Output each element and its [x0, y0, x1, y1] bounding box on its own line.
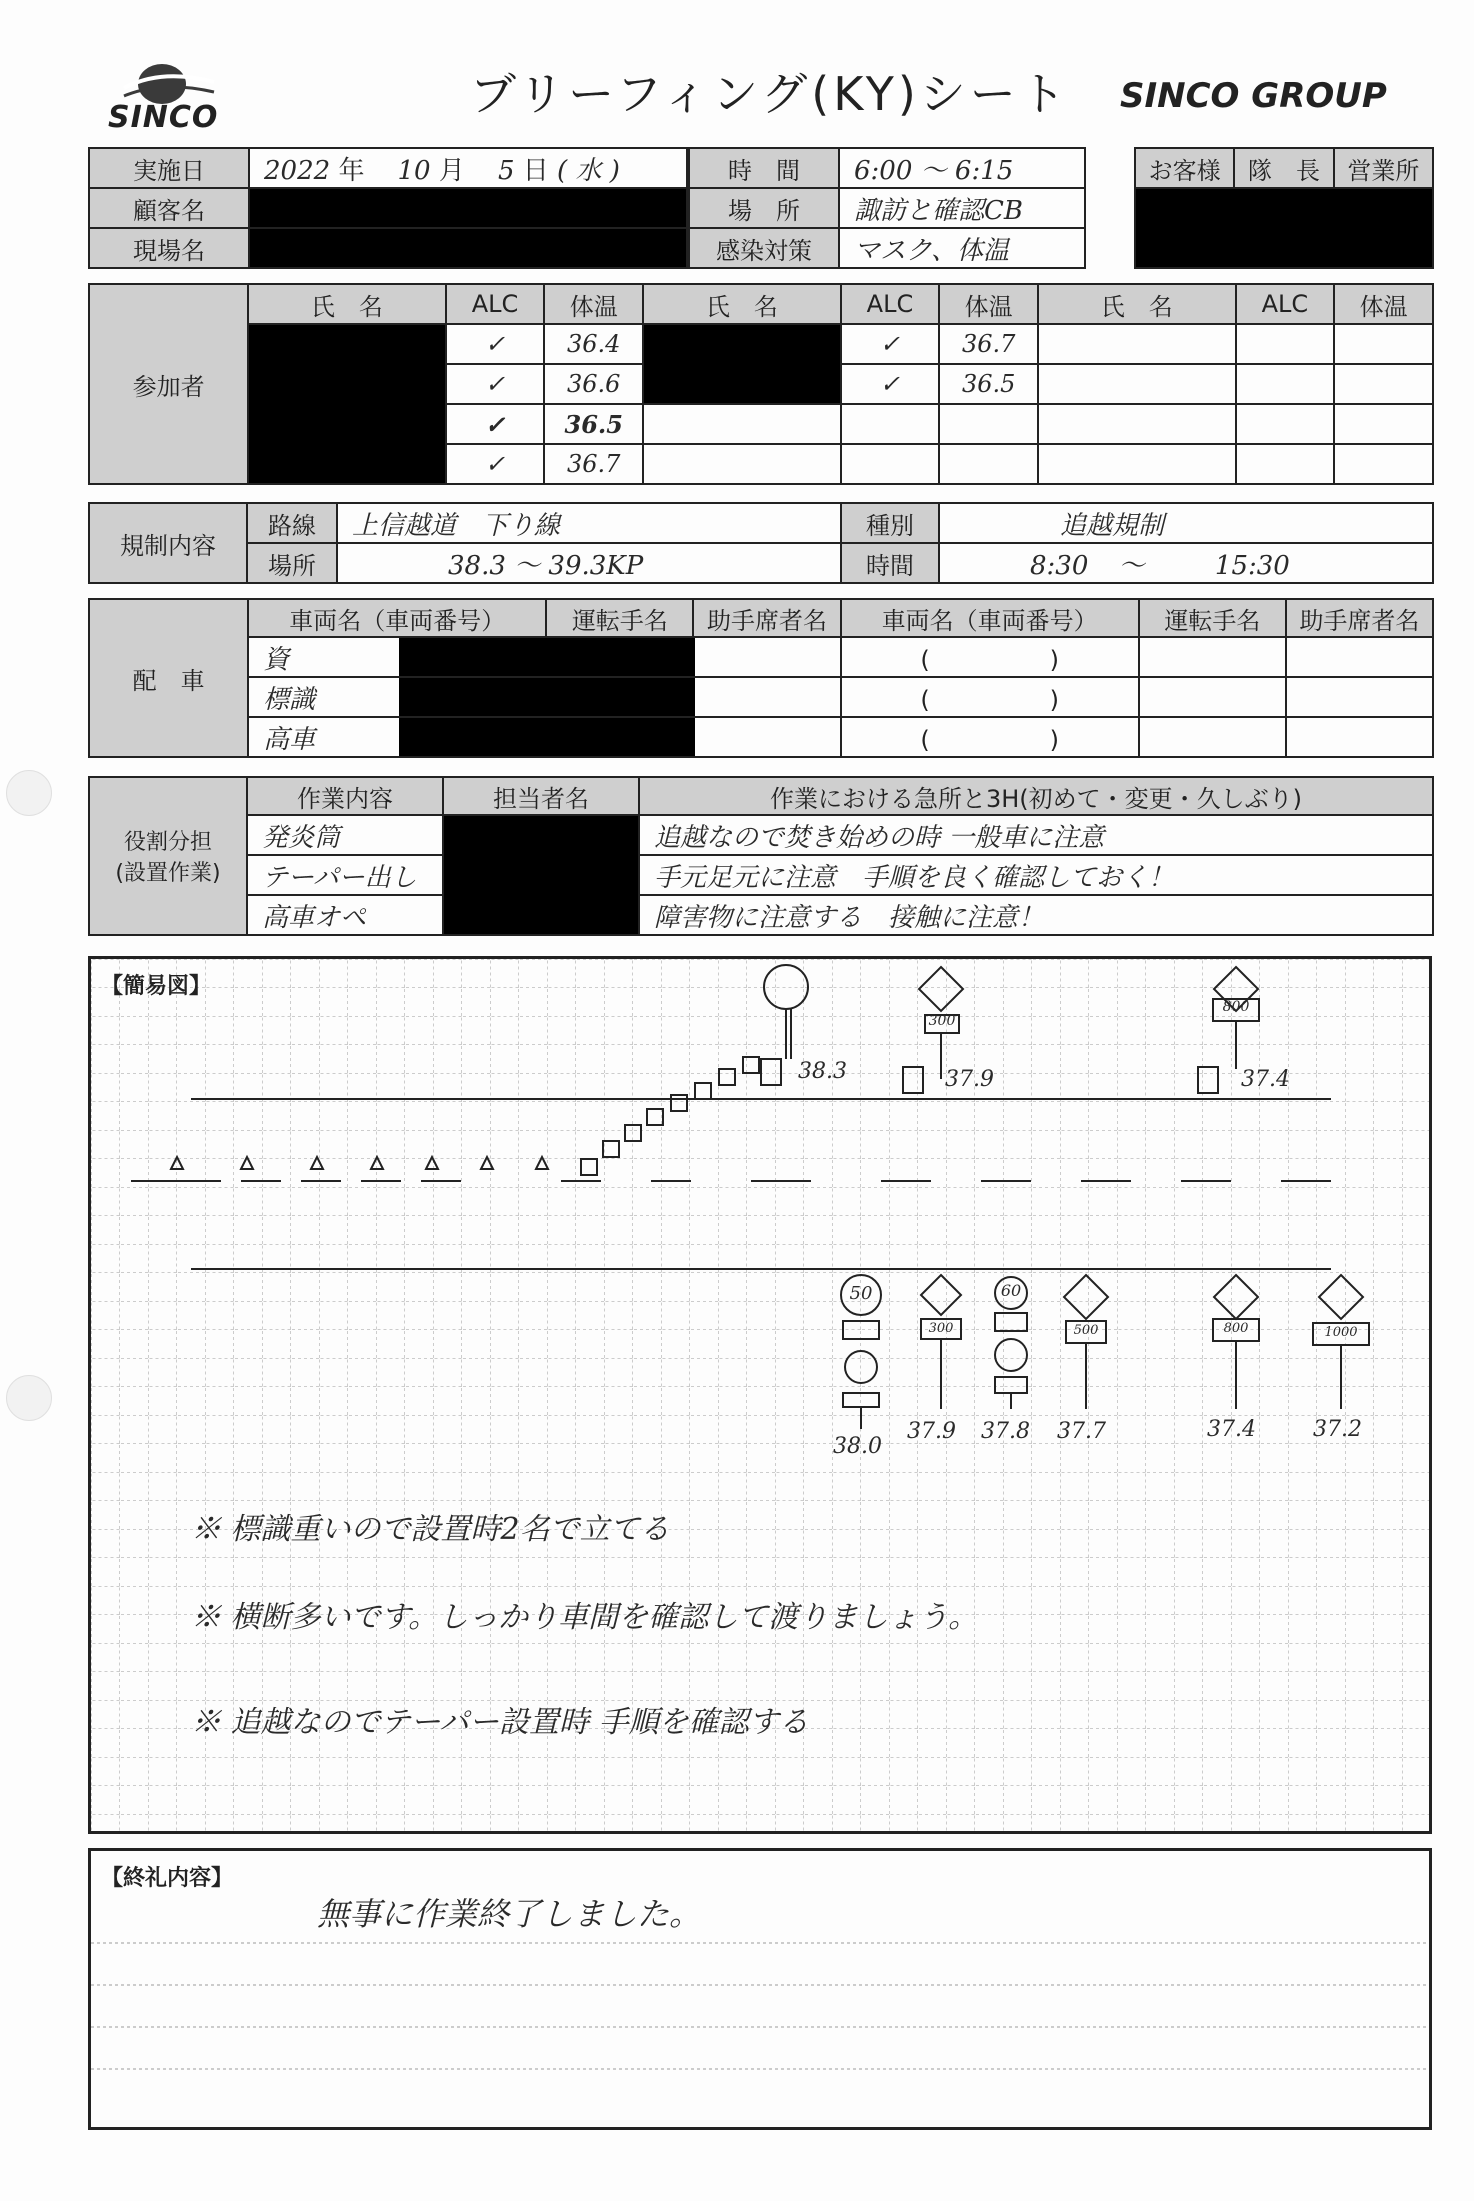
name-cell[interactable]: [1038, 444, 1235, 484]
alc-check[interactable]: ✓: [446, 364, 545, 404]
col-assistant-2: 助手席者名: [1286, 599, 1433, 637]
col-vehicle-1: 車両名（車両番号）: [248, 599, 546, 637]
alc-check[interactable]: ✓: [446, 404, 545, 444]
time-label: 時 間: [689, 148, 839, 188]
reg-time-tilde: 〜: [1118, 550, 1145, 581]
top-sign-km: 37.9: [945, 1067, 994, 1092]
vehicles-label: 配 車: [89, 599, 248, 757]
type-label: 種別: [841, 503, 939, 543]
vehicle-cell[interactable]: [248, 717, 546, 757]
top-sign-value: 800: [1222, 999, 1250, 1015]
punch-hole: [6, 1375, 52, 1421]
col-driver-1: 運転手名: [546, 599, 693, 637]
diagram-note: ※ 標識重いので設置時2名で立てる: [191, 1512, 670, 1547]
participants-table: [88, 283, 1434, 485]
work-value[interactable]: 発炎筒: [247, 815, 443, 855]
participant-names-redacted: [248, 324, 445, 484]
date-label: 実施日: [89, 148, 249, 188]
temp-cell[interactable]: [939, 404, 1038, 444]
site-value-redacted: [249, 228, 687, 268]
assistant-cell[interactable]: [1286, 637, 1433, 677]
col-temp-2: 体温: [939, 284, 1038, 324]
bottom-sign-km: 37.7: [1057, 1419, 1106, 1444]
participant-names-redacted: [643, 324, 840, 404]
name-cell[interactable]: [1038, 404, 1235, 444]
col-alc-1: ALC: [446, 284, 545, 324]
reg-time-value[interactable]: [939, 543, 1433, 583]
top-km-first: 38.3: [798, 1059, 847, 1084]
logo-left-text: SINCO: [108, 100, 219, 135]
date-day: 5: [497, 155, 515, 186]
infection-label: 感染対策: [689, 228, 839, 268]
vehicle-name: 高車: [263, 724, 316, 755]
bottom-sign-km: 37.8: [981, 1419, 1030, 1444]
col-temp-3: 体温: [1334, 284, 1433, 324]
bottom-sign-km: 37.9: [907, 1419, 956, 1444]
bottom-sign-top: 800: [1223, 1321, 1249, 1336]
stamp-table: [1134, 147, 1434, 269]
time-value[interactable]: 6:00 〜 6:15: [839, 148, 1085, 188]
alc-check[interactable]: ✓: [841, 364, 940, 404]
place-label: 場 所: [689, 188, 839, 228]
col-name-3: 氏 名: [1038, 284, 1235, 324]
bottom-sign-km: 37.2: [1313, 1417, 1362, 1442]
vehicle-cell[interactable]: [248, 637, 546, 677]
col-alc-2: ALC: [841, 284, 940, 324]
diagram-title: 【簡易図】: [101, 974, 212, 999]
assistant-cell[interactable]: [1286, 717, 1433, 757]
driver-cell[interactable]: [1139, 677, 1286, 717]
route-value[interactable]: 上信越道 下り線: [337, 503, 841, 543]
temp-value[interactable]: 36.4: [544, 324, 643, 364]
temp-cell[interactable]: [1334, 404, 1433, 444]
alc-cell[interactable]: [841, 404, 940, 444]
temp-value[interactable]: 36.6: [544, 364, 643, 404]
vehicle-cell-2[interactable]: ( ): [841, 677, 1139, 717]
temp-cell[interactable]: [939, 444, 1038, 484]
type-value[interactable]: 追越規制: [939, 503, 1433, 543]
reg-place-value[interactable]: 38.3 〜 39.3KP: [337, 543, 841, 583]
temp-value[interactable]: 36.5: [939, 364, 1038, 404]
vehicle-name: 資: [263, 644, 290, 675]
col-temp-1: 体温: [544, 284, 643, 324]
date-month: 10: [397, 155, 431, 186]
hazard-value[interactable]: 障害物に注意する 接触に注意！: [639, 895, 1433, 935]
vehicle-cell-2[interactable]: ( ): [841, 717, 1139, 757]
vehicle-cell[interactable]: [248, 677, 546, 717]
name-cell[interactable]: [643, 444, 840, 484]
bottom-sign-top: 60: [1000, 1281, 1022, 1300]
bottom-sign-top: 300: [928, 1321, 954, 1336]
reg-time-label: 時間: [841, 543, 939, 583]
punch-hole: [6, 770, 52, 816]
temp-cell[interactable]: [1334, 444, 1433, 484]
sinco-logo: [104, 58, 234, 135]
alc-cell[interactable]: [1236, 324, 1335, 364]
alc-check[interactable]: ✓: [841, 324, 940, 364]
infection-value[interactable]: マスク、体温: [839, 228, 1085, 268]
driver-cell[interactable]: [1139, 717, 1286, 757]
assistant-cell[interactable]: [693, 637, 840, 677]
bottom-sign-top: 500: [1073, 1323, 1099, 1338]
temp-cell[interactable]: [1334, 364, 1433, 404]
assistant-cell[interactable]: [693, 677, 840, 717]
reg-place-label: 場所: [247, 543, 337, 583]
col-name-2: 氏 名: [643, 284, 840, 324]
stamp-customer-label: お客様: [1135, 148, 1234, 188]
alc-cell[interactable]: [1236, 404, 1335, 444]
assistant-cell[interactable]: [1286, 677, 1433, 717]
roles-label: 役割分担 (設置作業): [89, 777, 247, 935]
closing-frame: [88, 1848, 1432, 2130]
alc-check[interactable]: ✓: [446, 444, 545, 484]
top-sign-value: 300: [928, 1013, 956, 1029]
roles-table: [88, 776, 1434, 936]
alc-cell[interactable]: [1236, 444, 1335, 484]
stamp-leader-label: 隊 長: [1234, 148, 1333, 188]
route-label: 路線: [247, 503, 337, 543]
col-person: 担当者名: [443, 777, 639, 815]
col-name-1: 氏 名: [248, 284, 445, 324]
col-assistant-1: 助手席者名: [693, 599, 840, 637]
diagram-note: ※ 横断多いです。しっかり車間を確認して渡りましょう。: [191, 1600, 979, 1635]
regulation-table: [88, 502, 1434, 584]
col-alc-3: ALC: [1236, 284, 1335, 324]
temp-value[interactable]: 36.7: [544, 444, 643, 484]
hazard-value[interactable]: 手元足元に注意 手順を良く確認しておく！: [639, 855, 1433, 895]
weekday: ( 水 ): [557, 155, 620, 186]
temp-value[interactable]: 36.5: [544, 404, 643, 444]
alc-cell[interactable]: [1236, 364, 1335, 404]
day-unit: 日: [522, 155, 549, 186]
stamp-area-redacted: [1135, 188, 1433, 268]
work-value[interactable]: テーパー出し: [247, 855, 443, 895]
name-cell[interactable]: [643, 404, 840, 444]
date-value[interactable]: [249, 148, 687, 188]
customer-value-redacted: [249, 188, 687, 228]
top-sign-km: 37.4: [1241, 1067, 1290, 1092]
vehicles-table: [88, 598, 1434, 758]
vehicle-name: 標識: [263, 684, 316, 715]
driver-cell[interactable]: [1139, 637, 1286, 677]
closing-text[interactable]: 無事に作業終了しました。: [317, 1895, 702, 1933]
date-year: 2022: [264, 155, 331, 186]
closing-title: 【終礼内容】: [101, 1866, 234, 1891]
bottom-sign-km: 37.4: [1207, 1417, 1256, 1442]
hazard-value[interactable]: 追越なので焚き始めの時 一般車に注意: [639, 815, 1433, 855]
name-cell[interactable]: [1038, 324, 1235, 364]
alc-check[interactable]: ✓: [446, 324, 545, 364]
page-title: ブリーフィング(KY)シート: [470, 67, 1070, 121]
diagram-frame: [88, 956, 1432, 1834]
month-unit: 月: [438, 155, 465, 186]
bottom-sign-top: 1000: [1324, 1325, 1358, 1340]
stamp-office-label: 営業所: [1334, 148, 1433, 188]
regulation-label: 規制内容: [89, 503, 247, 583]
site-label: 現場名: [89, 228, 249, 268]
col-vehicle-2: 車両名（車両番号）: [841, 599, 1139, 637]
assistant-cell[interactable]: [693, 717, 840, 757]
bottom-sign-km: 38.0: [833, 1434, 882, 1459]
temp-value[interactable]: 36.7: [939, 324, 1038, 364]
logo-right: SINCO GROUP: [1120, 76, 1387, 116]
col-hazard: 作業における急所と3H(初めて・変更・久しぶり): [639, 777, 1433, 815]
vehicle-cell-2[interactable]: ( ): [841, 637, 1139, 677]
person-redacted: [443, 815, 639, 935]
customer-label: 顧客名: [89, 188, 249, 228]
name-cell[interactable]: [1038, 364, 1235, 404]
bottom-sign-top: 50: [849, 1283, 873, 1304]
time-place-table: [688, 147, 1086, 269]
alc-cell[interactable]: [841, 444, 940, 484]
diagram-note: ※ 追越なのでテーパー設置時 手順を確認する: [191, 1705, 809, 1740]
col-work: 作業内容: [247, 777, 443, 815]
place-value[interactable]: 諏訪と確認CB: [839, 188, 1085, 228]
participants-label: 参加者: [89, 284, 248, 484]
year-unit: 年: [338, 155, 365, 186]
closing-lines: [91, 1851, 1429, 2127]
col-driver-2: 運転手名: [1139, 599, 1286, 637]
reg-time-end: 15:30: [1214, 550, 1290, 581]
temp-cell[interactable]: [1334, 324, 1433, 364]
reg-time-start: 8:30: [1030, 550, 1089, 581]
work-value[interactable]: 高車オペ: [247, 895, 443, 935]
info-table: [88, 147, 688, 269]
